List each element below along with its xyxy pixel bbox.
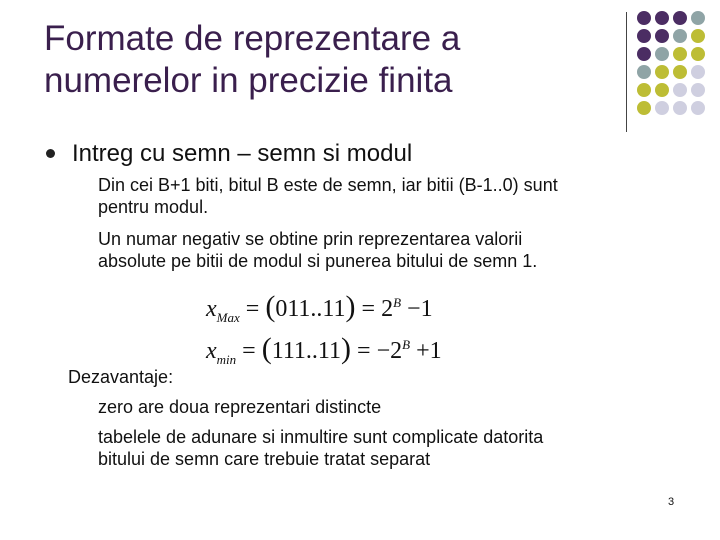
decor-dot [637,101,651,115]
formula-exponent: B [393,295,402,310]
decor-dot [673,101,687,115]
decor-dot [655,29,669,43]
decor-dot [691,47,705,61]
slide-title-line-2: numerelor in precizie finita [44,61,453,100]
paragraph-line: pentru modul. [98,197,209,217]
slide-title-line-1: Formate de reprezentare a [44,19,461,58]
formula-bits: 011..11 [275,296,346,322]
formula-min [206,330,442,375]
decor-dot [637,83,651,97]
decor-dot [691,11,705,25]
decor-dot [673,29,687,43]
disadvantage-item-1 [98,396,658,418]
decor-dot [637,47,651,61]
formula-tail: +1 [410,338,442,364]
paragraph-bits [98,174,658,218]
decor-dot [637,29,651,43]
formula-equals: = [236,338,262,364]
decor-dot [655,101,669,115]
decor-dot [655,65,669,79]
page-number: 3 [668,496,675,508]
title-divider-line [626,12,627,132]
paragraph-line: Un numar negativ se obtine prin reprezentarea valorii [98,229,523,249]
formula-subscript: Max [216,309,240,325]
disadvantages-heading: Dezavantaje: [68,367,174,387]
paragraph-negative [98,228,658,272]
decor-dot [691,83,705,97]
decor-dot [655,83,669,97]
paragraph-line: bitului de semn care trebuie tratat separat [98,449,431,469]
formula-subscript: min [216,351,237,367]
formula-max [206,288,433,333]
disadvantage-item-2 [98,426,658,470]
paragraph-line: absolute pe bitii de modul si punerea bitului de semn 1. [98,251,538,271]
paragraph-line: Din cei B+1 biti, bitul B este de semn, iar bitii (B-1..0) sunt [98,175,558,195]
formula-equals-power: = −2 [351,338,403,364]
paren-open: ( [261,332,272,365]
paragraph-line: zero are doua reprezentari distincte [98,397,382,417]
decor-dot [691,29,705,43]
decor-dot [691,101,705,115]
formula-var: x [206,296,217,322]
paren-open: ( [265,290,276,323]
paragraph-line: tabelele de adunare si inmultire sunt complicate datorita [98,427,544,447]
slide-title [44,18,604,102]
decor-dot [691,65,705,79]
formula-bits: 111..11 [271,338,342,364]
decor-dot [673,83,687,97]
paren-close: ) [345,290,356,323]
decor-dot [655,47,669,61]
bullet-heading: Intreg cu semn – semn si modul [72,140,413,167]
formula-equals: = [239,296,266,322]
formula-exponent: B [402,337,411,352]
decor-dot [673,47,687,61]
decor-dot [637,11,651,25]
decor-dot [673,65,687,79]
bullet-dot [46,149,55,158]
formula-tail: −1 [401,296,433,322]
paren-close: ) [341,332,352,365]
decor-dot [655,11,669,25]
decor-dot [637,65,651,79]
decor-dot [673,11,687,25]
formula-var: x [206,338,217,364]
formula-equals-power: = 2 [355,296,394,322]
